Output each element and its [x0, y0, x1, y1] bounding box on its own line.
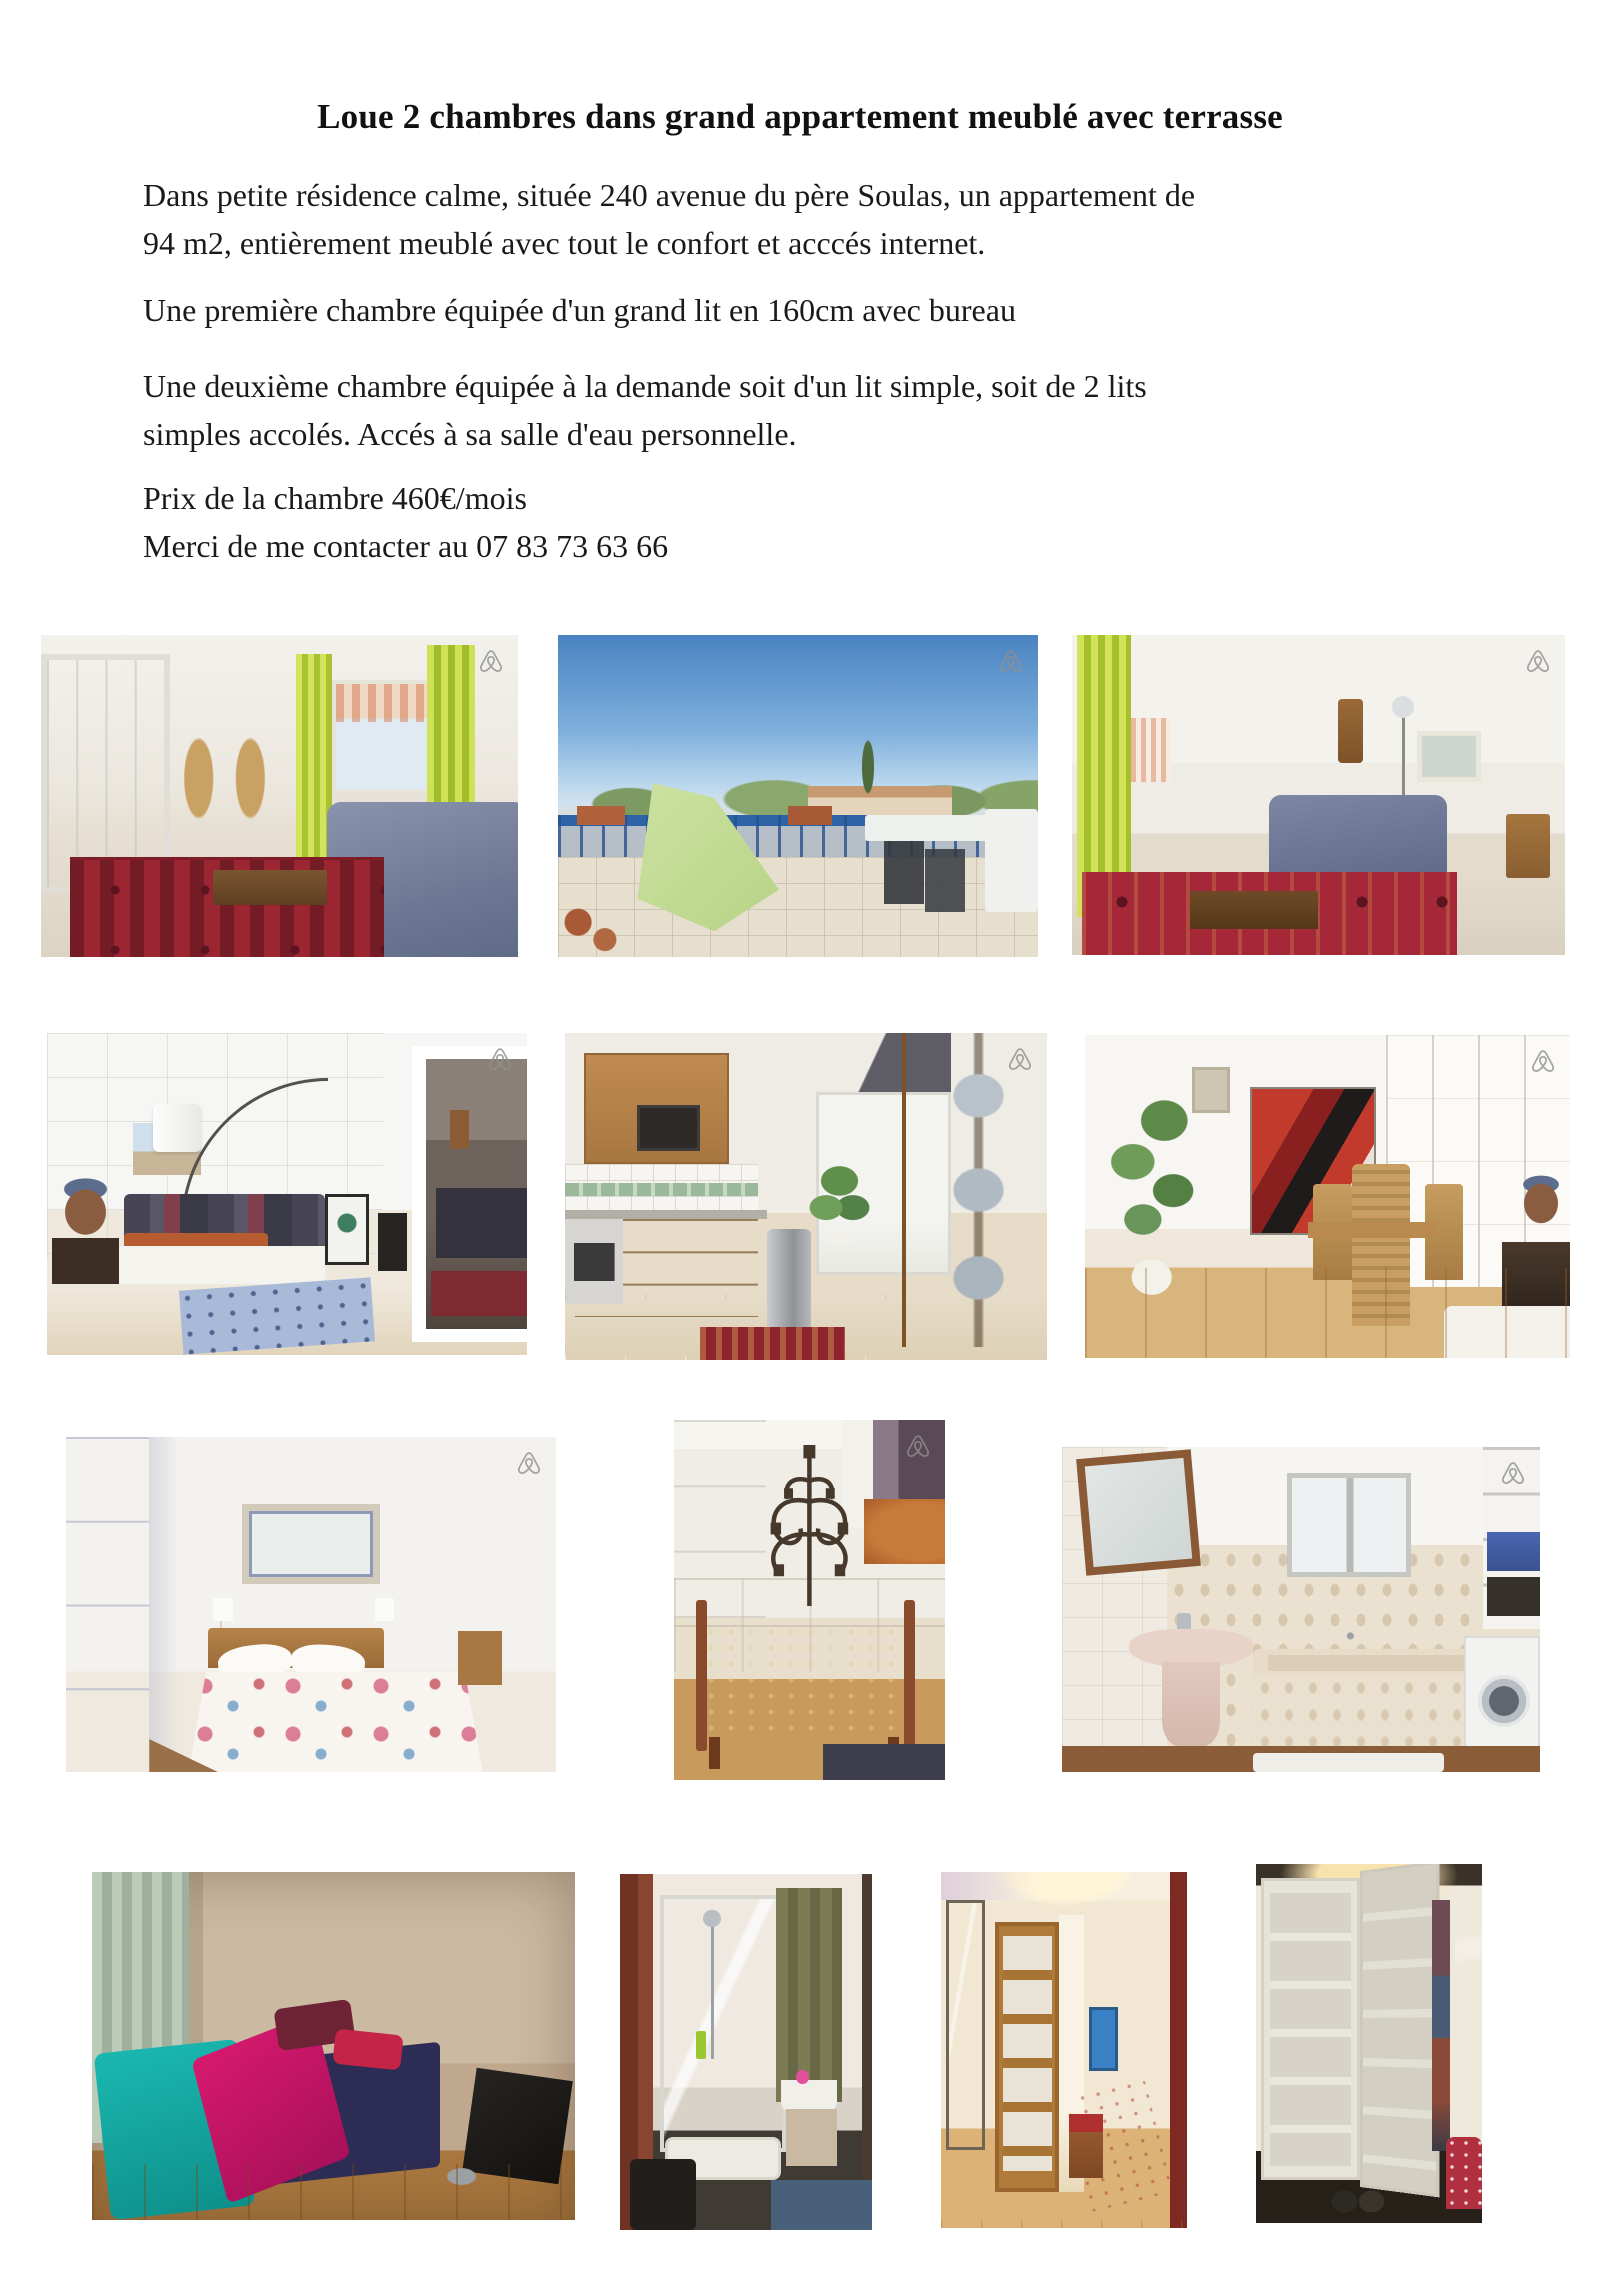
photo-dining-room — [1085, 1035, 1570, 1358]
shower-column-shape — [711, 1917, 714, 2059]
dark-bag-shape — [630, 2159, 696, 2230]
wardrobe-shape — [66, 1437, 149, 1772]
towels-shape — [776, 1888, 842, 2102]
mirror-shape — [242, 1504, 379, 1584]
wardrobe-door-shape — [1360, 1864, 1439, 2198]
photo-living-room-with-sofa — [1072, 635, 1565, 955]
shoes-shape — [1324, 2187, 1392, 2216]
pots-shape — [558, 899, 625, 957]
airbnb-belo-icon — [1005, 1045, 1035, 1078]
red-fabric-shape — [1446, 2137, 1482, 2209]
wall-clock-shape — [450, 1110, 469, 1149]
sink-pedestal-shape — [1162, 1662, 1219, 1747]
floral-bedspread-shape — [189, 1672, 483, 1773]
chest-leg-shape — [709, 1737, 720, 1769]
blue-towels-shape — [1487, 1532, 1540, 1571]
microwave-shape — [637, 1105, 700, 1151]
photo-terrace-with-deckchair — [558, 635, 1038, 957]
text-line: simples accolés. Accés à sa salle d'eau personnelle. — [143, 416, 797, 452]
dark-bag-shape — [1487, 1577, 1540, 1616]
text-line: Une deuxième chambre équipée à la demande soit d'un lit simple, soit de 2 lits — [143, 368, 1147, 404]
planter-shape — [788, 806, 831, 825]
washer-door-shape — [1478, 1675, 1531, 1727]
red-pillow-shape — [332, 2029, 403, 2071]
chest-shape — [701, 1622, 907, 1737]
contact-line: Merci de me contacter au 07 83 73 63 66 — [143, 528, 669, 564]
price-line: Prix de la chambre 460€/mois — [143, 480, 527, 516]
paragraph-second-bedroom — [143, 362, 1543, 458]
photo-bedroom-colorful-bedspread — [92, 1872, 575, 2220]
lamp-shade-shape — [153, 1104, 201, 1152]
shower-glass-shape — [660, 1895, 786, 2151]
cypress-tree-shape — [856, 725, 880, 809]
red-rug-shape — [431, 1271, 527, 1316]
airbnb-belo-icon — [1528, 1047, 1558, 1080]
plant-shape — [806, 1157, 873, 1249]
airbnb-belo-icon — [476, 647, 506, 680]
purple-light-shape — [941, 1872, 1039, 1900]
airbnb-belo-icon — [1498, 1459, 1528, 1492]
photo-candelabra-on-chest — [674, 1420, 945, 1780]
lamp-shade-shape — [1392, 696, 1414, 718]
photo-living-room-with-armoire — [41, 635, 518, 957]
buddha-head-shape — [52, 1175, 119, 1284]
paragraph-price-contact — [143, 474, 1543, 570]
frosted-panes-shape — [1270, 1893, 1351, 2166]
soap-shape — [796, 2070, 809, 2084]
text-line: Une première chambre équipée d'un grand lit en 160cm avec bureau — [143, 292, 1016, 328]
window-shape — [1287, 1473, 1411, 1577]
sconce-shape — [375, 1598, 395, 1621]
picture-frame-shape — [1417, 731, 1481, 782]
wall-clock-shape — [1338, 699, 1363, 763]
coffee-table-shape — [213, 870, 327, 905]
wall-shadow-shape — [149, 1437, 178, 1772]
bath-tap-shape — [1339, 1629, 1377, 1652]
planter-shape — [577, 806, 625, 825]
dining-table-shape — [1308, 1222, 1434, 1238]
page-title: Loue 2 chambres dans grand appartement meublé avec terrasse — [317, 97, 1283, 137]
airbnb-belo-icon — [1523, 647, 1553, 680]
shampoo-bottle-shape — [696, 2031, 706, 2059]
stool-shape — [458, 1631, 502, 1685]
mirror-shape — [1076, 1449, 1200, 1576]
mirror-door-shape — [946, 1900, 985, 2149]
carved-armoire-shape — [902, 1033, 1047, 1347]
photo-kitchen — [565, 1033, 1047, 1360]
bistro-table-shape — [865, 815, 990, 841]
airbnb-belo-icon — [485, 1045, 515, 1078]
blue-poster-shape — [1089, 2007, 1119, 2071]
poster-shape — [378, 1213, 407, 1271]
photo-hallway-to-single-bedroom — [941, 1872, 1187, 2228]
photo-shower-room — [620, 1874, 872, 2230]
wood-floor-shape — [92, 2164, 575, 2220]
green-tile-band-shape — [565, 1183, 758, 1196]
blue-floor-shape — [771, 2180, 872, 2230]
bench-base-shape — [114, 1246, 325, 1285]
bathtub-inner-shape — [1268, 1655, 1469, 1671]
poster-shape — [325, 1194, 368, 1265]
stool-shape — [1506, 814, 1550, 878]
dark-sofa-shape — [436, 1188, 527, 1259]
photo-wardrobe-closet — [1256, 1864, 1482, 2223]
red-rug-shape — [700, 1327, 845, 1360]
paragraph-first-bedroom — [143, 286, 1543, 334]
red-cloth-shape — [1069, 2114, 1103, 2132]
oven-shape — [565, 1219, 623, 1304]
door-frame-shape — [862, 1874, 872, 2230]
wood-floor-shape — [1085, 1268, 1570, 1358]
candelabra-shape — [701, 1442, 918, 1651]
coffee-table-shape — [1190, 891, 1318, 929]
clothes-gap-shape — [1432, 1900, 1450, 2151]
chairs-shape — [884, 841, 990, 931]
sconce-shape — [213, 1598, 233, 1621]
bath-mat-shape — [1253, 1753, 1444, 1773]
vanity-cabinet-shape — [786, 2109, 836, 2166]
shower-head-shape — [703, 1910, 721, 1928]
photo-bedroom-double-bed — [66, 1437, 556, 1772]
floor-mat-shape — [823, 1744, 945, 1780]
counter-shape — [565, 1210, 767, 1220]
trolley-shape — [985, 809, 1038, 912]
blue-rug-shape — [179, 1278, 375, 1355]
bathtub-front-shape — [1253, 1675, 1482, 1747]
text-line: 94 m2, entièrement meublé avec tout le confort et acccés internet. — [143, 225, 986, 261]
paragraph-residence — [143, 171, 1543, 267]
airbnb-belo-icon — [903, 1432, 933, 1465]
text-line: Dans petite résidence calme, située 240 avenue du père Soulas, un appartement de — [143, 177, 1196, 213]
photo-veranda-with-buddha-head — [47, 1033, 527, 1355]
airbnb-belo-icon — [996, 647, 1026, 680]
airbnb-belo-icon — [514, 1449, 544, 1482]
photo-bathroom — [1062, 1447, 1540, 1772]
awning-shape — [1131, 718, 1170, 782]
wood-floor-shape — [941, 2135, 1187, 2228]
